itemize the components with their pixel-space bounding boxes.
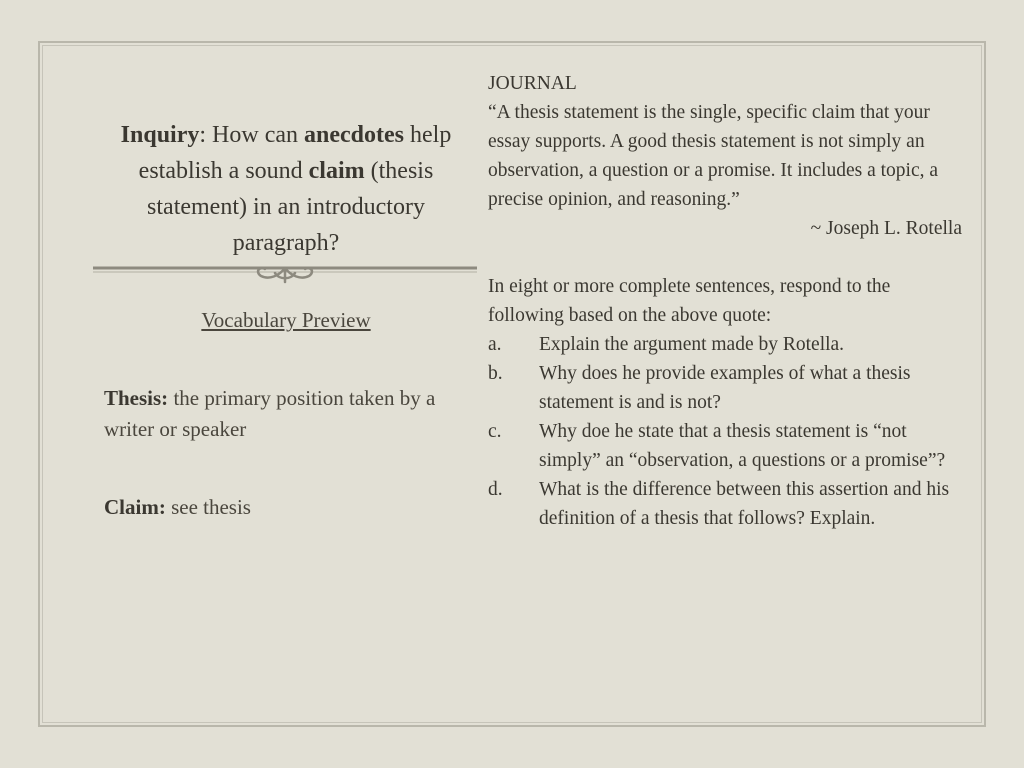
journal-prompt: In eight or more complete sentences, respond to the following based on the above quote: <box>488 276 891 326</box>
term-claim <box>104 492 464 523</box>
quote-attribution: ~ Joseph L. Rotella <box>810 218 962 239</box>
journal-quote: “A thesis statement is the single, specific claim that your essay supports. A good thesis statement is not simply an observation, a question or a promise. It includes a topic, a precise opinion, and reasoning.” <box>488 102 939 210</box>
inquiry-text-2: help establish a sound <box>138 122 452 184</box>
inquiry-text-3: (thesis statement) in an introductory paragraph? <box>147 158 434 256</box>
journal-heading: JOURNAL <box>488 73 577 94</box>
question-list <box>488 330 966 533</box>
list-item-text: What is the difference between this assertion and his definition of a thesis that follows? Explain. <box>539 479 950 529</box>
list-marker: d. <box>488 479 503 500</box>
inquiry-text-1: : How can <box>199 122 305 148</box>
inquiry-title <box>100 117 472 261</box>
vocabulary-preview-heading: Vocabulary Preview <box>201 308 371 332</box>
term-definition: see thesis <box>165 495 251 519</box>
list-item <box>488 330 966 359</box>
list-item <box>488 475 966 533</box>
inquiry-keyword-anecdotes: anecdotes <box>304 122 404 148</box>
list-marker: b. <box>488 363 503 384</box>
inquiry-label: Inquiry <box>120 122 200 148</box>
list-item <box>488 417 966 475</box>
list-marker: a. <box>488 334 502 355</box>
ornamental-divider <box>93 256 477 290</box>
term-label: Thesis: <box>104 386 169 410</box>
journal-column <box>488 69 966 533</box>
list-marker: c. <box>488 421 502 442</box>
inquiry-keyword-claim: claim <box>308 158 365 184</box>
list-item <box>488 359 966 417</box>
list-item-text: Why does he provide examples of what a thesis statement is and is not? <box>539 363 911 413</box>
list-item-text: Why doe he state that a thesis statement is “not simply” an “observation, a questions or a promise”? <box>539 421 946 471</box>
term-label: Claim: <box>104 495 166 519</box>
list-item-text: Explain the argument made by Rotella. <box>539 334 845 355</box>
term-definition: the primary position taken by a writer or speaker <box>104 386 436 441</box>
term-thesis <box>104 383 464 445</box>
